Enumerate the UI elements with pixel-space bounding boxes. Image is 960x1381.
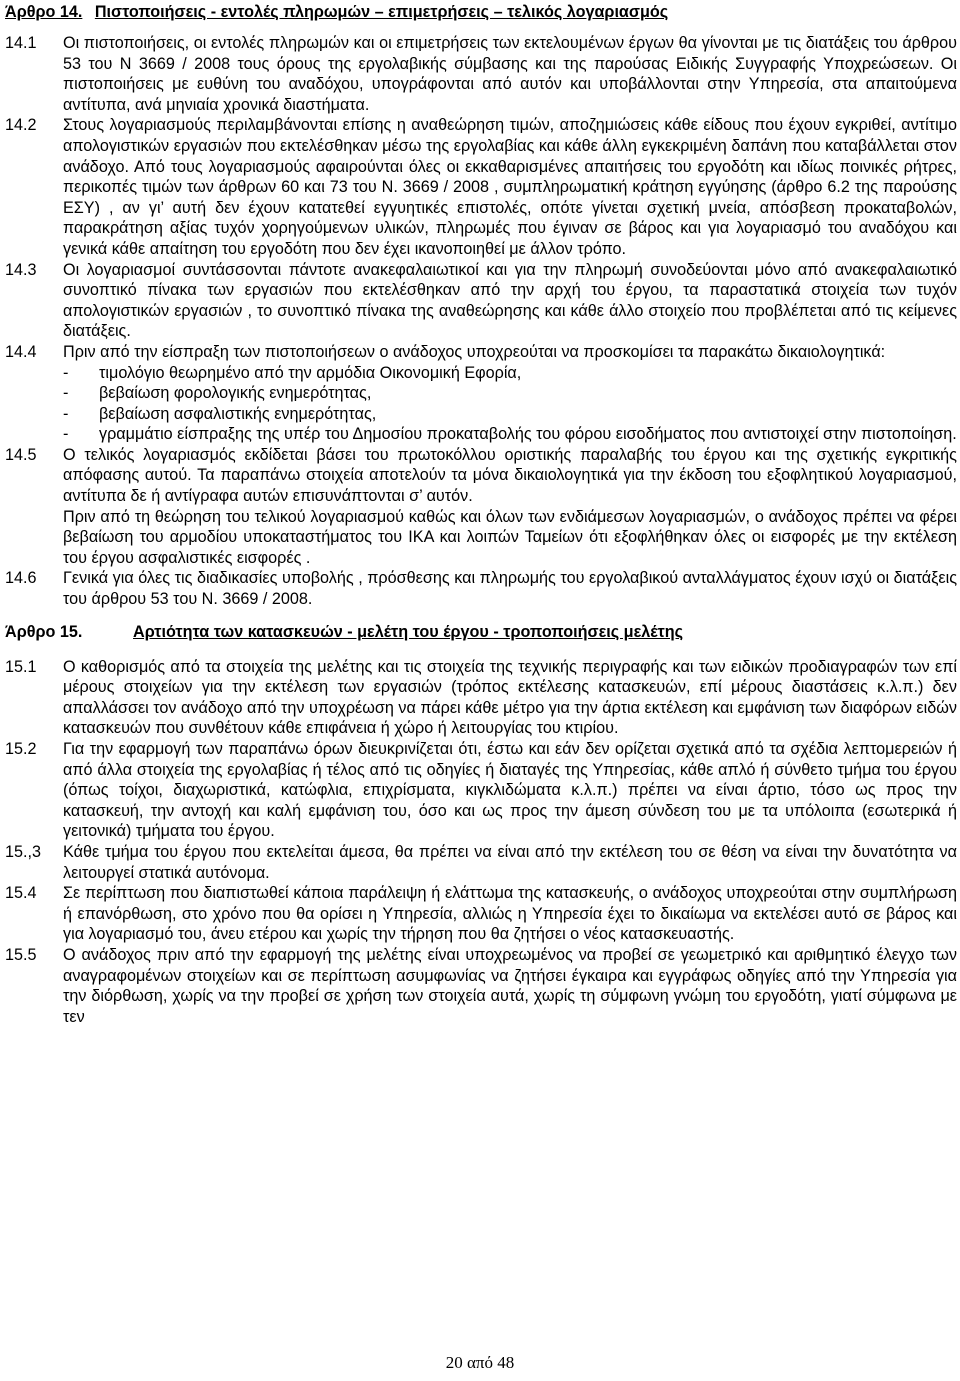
list-dash: - [63,404,69,423]
list-item [63,363,957,384]
paragraph-number: 15.5 [5,945,37,964]
paragraph-number: 14.6 [5,569,37,588]
paragraph-text: Ο καθορισμός από τα στοιχεία της μελέτης και τις στοιχεία της τεχνικής περιγραφής και των ειδικών προδιαγραφών των επί μέρους στοιχείων για την εκτέλεση των εργασιών (τρόπος εκτέλεσης κατασκευών, επί μέρους διαστάσεις κ.λ.π.) δεν απαλλάσσει τον ανάδοχο από την υποχρέωση να πάρει κάθε μέτρο για την άρτια εκτέλεση και εμφάνιση των διαφόρων ειδών κατασκευών που συνθέτουν κάθε επιφάνεια ή χώρο ή λειτουργίας του κτιρίου. [63,657,957,738]
paragraph-15-2 [5,739,957,842]
paragraph-14-2 [5,115,957,259]
paragraph-number: 14.4 [5,342,37,361]
paragraph-text: Για την εφαρμογή των παραπάνω όρων διευκρινίζεται ότι, έστω και εάν δεν ορίζεται σχετικά από τα σχέδια λεπτομερειών ή από άλλα στοιχεία της εργολαβίας ή τέλος από τις οδηγίες ή διαταγές της Υπηρεσίας, κάθε απλό ή σύνθετο τμήμα του έργου (όπως τοίχοι, διαχωριστικά, κατώφλια, επιχρίσματα, κιγκλιδώματα κ.λ.π.) πρέπει να είναι άρτιο, τόσο ως προς την κατασκευή, την αντοχή και καλή εμφάνιση του, όσο και ως προς την άμεση σύνδεση του με τα υπόλοιπα (εσωτερικά ή γειτονικά) τμήματα του έργου. [63,740,957,841]
paragraph-14-1 [5,33,957,115]
article-15-title: Αρτιότητα των κατασκευών - μελέτη του έργου - τροποποιήσεις μελέτης [133,622,684,641]
paragraph-number: 15.,3 [5,842,42,861]
article-14-heading [5,0,957,25]
paragraph-text: Οι πιστοποιήσεις, οι εντολές πληρωμών και οι επιμετρήσεις των εκτελουμένων έργων θα γίνονται με τις διατάξεις του άρθρου 53 του Ν 3669 / 2008 τους όρους της εργολαβικής σύμβασης και της παρούσας Ειδικής Συγγραφής Υποχρεώσεων. Οι πιστοποιήσεις με ευθύνη του αναδόχου, υπογράφονται από αυτόν και υποβάλλονται στην Υπηρεσία, στα απαιτούμενα αντίτυπα, ανά μηνιαία χρονικά διαστήματα. [63,34,957,114]
paragraph-14-4 [5,342,957,445]
paragraph-text: Γενικά για όλες τις διαδικασίες υποβολής , πρόσθεσης και πληρωμής του εργολαβικού ανταλλάγματος έχουν ισχύ οι διατάξεις του άρθρου 53 του Ν. 3669 / 2008. [63,569,957,609]
article-14-number: Άρθρο 14. [5,3,83,21]
paragraph-15-5 [5,945,957,1027]
paragraph-number: 15.4 [5,884,37,903]
list-item-text: βεβαίωση φορολογικής ενημερότητας, [99,384,372,403]
paragraph-14-6 [5,568,957,609]
list-item-text: γραμμάτιο είσπραξης της υπέρ του Δημοσίου προκαταβολής του φόρου εισοδήματος που αντιστοιχεί στην πιστοποίηση. [99,425,957,444]
paragraph-text: Στους λογαριασμούς περιλαμβάνονται επίσης η αναθεώρηση τιμών, αποζημιώσεις κάθε είδους που έχουν εγκριθεί, αντίτιμο απολογιστικών εργασιών που εκτελέσθηκαν μέσω της εργολαβίας και κάθε άλλη εγκεκριμένη δαπάνη που καταβάλλεται στον ανάδοχο. Από τους λογαριασμούς αφαιρούνται όλες οι εκκαθαρισμένες απαιτήσεις του εργοδότη και ιδίως ποινικές ρήτρες, περικοπές τιμών των άρθρων 60 και 73 του Ν. 3669 / 2008 , συμπληρωματική κράτηση εγγύησης (άρθρο 6.2 της παρούσης ΕΣΥ) , αν γι’ αυτή δεν έχουν κατατεθεί εγγυητικές επιστολές, οπότε γίνεται σχετική μνεία, απόσβεση προκαταβολών, παρακράτηση αξίας τυχόν χορηγούμενων υλικών, πληρωμές που έγιναν σε βάρος και για λογαριασμό του αναδόχου και γενικά κάθε απαίτηση του εργοδότη που δεν έχει ικανοποιηθεί με άλλον τρόπο. [63,116,957,258]
article-15-heading [5,620,957,645]
list-item [63,404,957,425]
paragraph-15-1 [5,657,957,739]
document-page [5,0,957,1027]
paragraph-text: Κάθε τμήμα του έργου που εκτελείται άμεσα, θα πρέπει να είναι από την εκτέλεση του σε θέση να είναι την δυνατότητα να λειτουργεί στατικά αυτόνομα. [63,842,957,882]
paragraph-number: 14.2 [5,116,37,135]
list-dash: - [63,425,69,444]
paragraph-number: 14.5 [5,445,37,464]
article-14-title: Πιστοποιήσεις - εντολές πληρωμών – επιμετρήσεις – τελικός λογαριασμός [94,3,669,21]
list-item [63,424,957,445]
paragraph-text: Ο ανάδοχος πριν από την εφαρμογή της μελέτης είναι υποχρεωμένος να προβεί σε γεωμετρικό και αριθμητικό έλεγχο των αναγραφομένων στοιχείων και σε περίπτωση ασυμφωνίας να ζητήσει έγκαιρα και εγγράφως οδηγίες από την Υπηρεσία για την διόρθωση, χωρίς να την προβεί σε χρήση των στοιχεία αυτά, χωρίς τη σύμφωνη γνώμη του εργοδότη, γιατί σύμφωνα με τεν [63,945,957,1026]
paragraph-text: Σε περίπτωση που διαπιστωθεί κάποια παράλειψη ή ελάττωμα της κατασκευής, ο ανάδοχος υποχρεούται στην συμπλήρωση ή επανόρθωση, στο χρόνο που θα ορίσει η Υπηρεσία, αλλιώς η Υπηρεσία έχει το δικαίωμα να εκτελέσει αυτό σε βάρος και για λογαριασμό του, άνευ ετέρου και χωρίς την τήρηση που θα ζητήσει ο νέος κατασκευαστής. [63,884,957,944]
paragraph-14-3 [5,260,957,342]
paragraph-number: 15.1 [5,657,37,676]
paragraph-text: Οι λογαριασμοί συντάσσονται πάντοτε ανακεφαλαιωτικοί και για την πληρωμή συνοδεύονται μόνο από ανακεφαλαιωτικό συνοπτικό πίνακα των εργασιών που εκτελέσθηκαν από την αρχή του έργου, τα παραστατικά στοιχεία των τυχόν απολογιστικών εργασιών , το συνοπτικό πίνακα της αναθεώρησης και κάθε άλλο στοιχείο που προβλέπεται από τις κείμενες διατάξεις. [63,260,957,341]
paragraph-number: 14.1 [5,34,37,52]
paragraph-number: 15.2 [5,740,37,758]
list-item [63,383,957,404]
list-dash: - [63,384,69,403]
paragraph-14-5 [5,445,957,569]
page-number-footer: 20 από 48 [445,1353,515,1372]
list-item-text: βεβαίωση ασφαλιστικής ενημερότητας, [99,404,377,423]
paragraph-text: Πριν από την είσπραξη των πιστοποιήσεων ο ανάδοχος υποχρεούται να προσκομίσει τα παρακάτω δικαιολογητικά: [63,342,886,361]
paragraph-15-4 [5,883,957,945]
paragraph-number: 14.3 [5,260,37,279]
paragraph-text-continued: Πριν από τη θεώρηση του τελικού λογαριασμού καθώς και όλων των ενδιάμεσων λογαριασμών, ο ανάδοχος πρέπει να φέρει βεβαίωση του αρμοδίου υποκαταστήματος του ΙΚΑ και λοιπών Ταμείων ότι εξοφλήθηκαν όλες οι εισφορές με την εκτέλεση του έργου ασφαλιστικές εισφορές . [63,507,957,567]
paragraph-text: Ο τελικός λογαριασμός εκδίδεται βάσει του πρωτοκόλλου οριστικής παραλαβής του έργου και της σχετικής εγκριτικής απόφασης αυτού. Τα παραπάνω στοιχεία αποτελούν τα μόνα δικαιολογητικά για την έκδοση του εξοφλητικού λογαριασμού, αντίτυπα δε ή αντίγραφα αυτών επισυνάπτονται σ’ αυτόν. [63,445,957,506]
article-15-number: Άρθρο 15. [5,622,83,641]
list-item-text: τιμολόγιο θεωρημένο από την αρμόδια Οικονομική Εφορία, [99,363,522,382]
paragraph-15-3 [5,842,957,883]
list-dash: - [63,363,69,382]
